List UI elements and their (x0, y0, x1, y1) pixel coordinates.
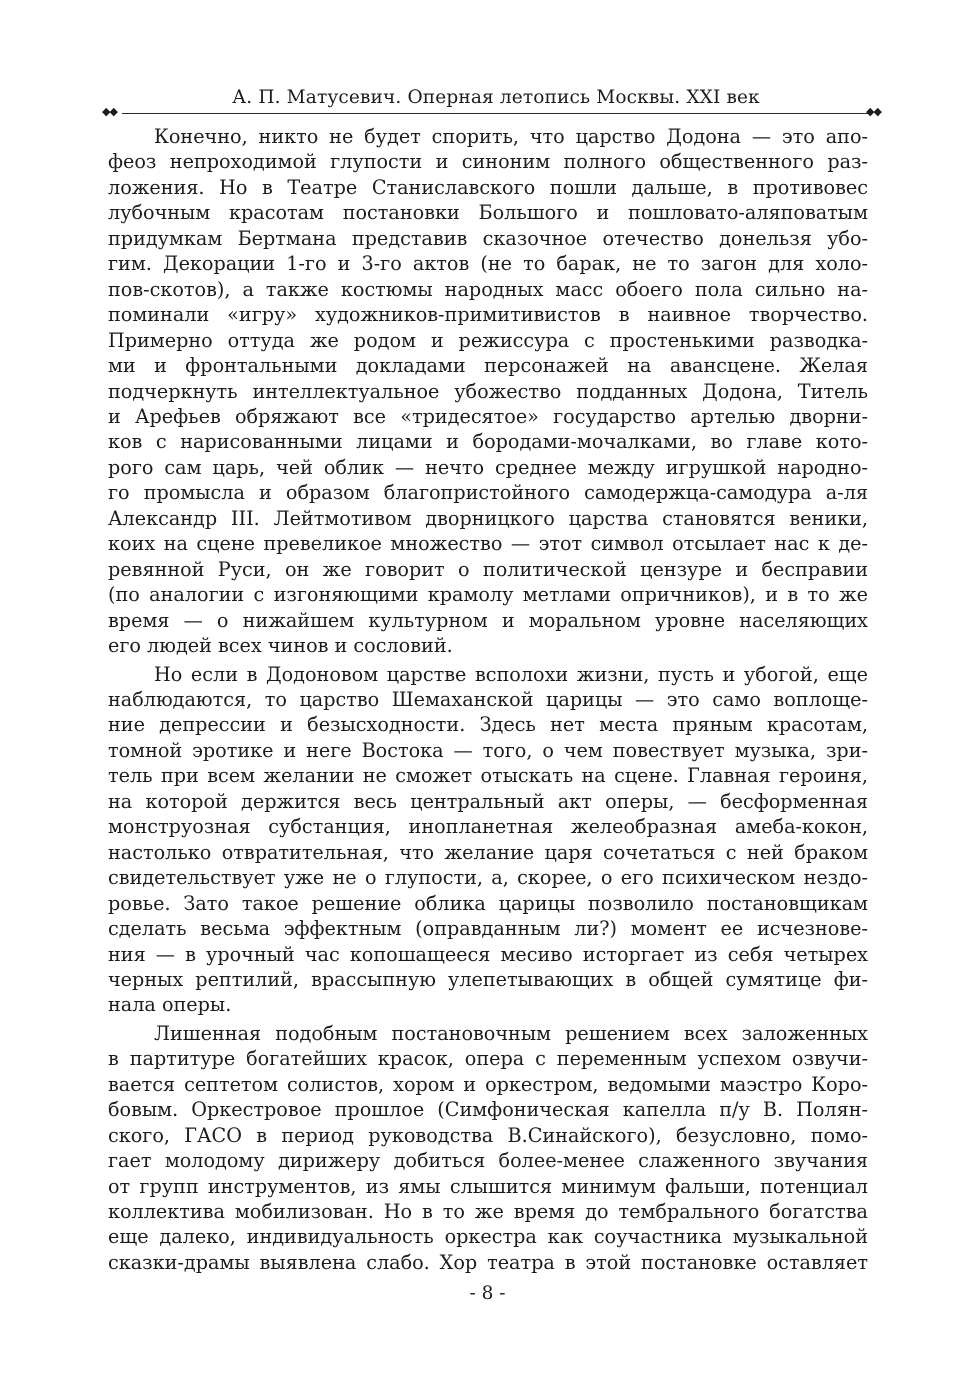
text-line: и Арефьев обряжают все «тридесятое» государство артелью дворни- (108, 404, 868, 428)
text-line: настолько отвратительная, что желание царя сочетаться с ней браком (108, 840, 868, 864)
right-diamond-ornament-icon: ◆◆ (866, 105, 881, 118)
text-line: Конечно, никто не будет спорить, что царство Додона — это апо- (154, 125, 868, 148)
text-line: томной эротике и неге Востока — того, о чем повествует музыка, зри- (108, 738, 868, 762)
text-line: Александр III. Лейтмотивом дворницкого царства становятся веники, (108, 506, 868, 530)
running-header: А. П. Матусевич. Оперная летопись Москвы. XXI век (232, 87, 760, 108)
text-line: коллектива мобилизован. Но в то же время до тембрального богатства (108, 1200, 868, 1224)
text-line: на которой держится весь центральный акт оперы, — бесформенная (108, 789, 868, 813)
text-line: коих на сцене превеликое множество — этот символ отсылает нас к де- (108, 532, 868, 556)
text-line: ского, ГАСО в период руководства В.Синайского), безусловно, помо- (108, 1123, 868, 1147)
text-line: феоз непроходимой глупости и синоним полного общественного раз- (108, 150, 868, 174)
text-line: свидетельствует уже не о глупости, а, скорее, о его психическом нездо- (108, 866, 868, 890)
text-line: от групп инструментов, из ямы слышится минимум фальши, потенциал (108, 1174, 868, 1198)
text-line: поминали «игру» художников-примитивистов в наивное творчество. (108, 303, 868, 327)
text-line: гает молодому дирижеру добиться более-менее слаженного звучания (108, 1149, 868, 1173)
paragraph (108, 662, 868, 1018)
left-diamond-ornament-icon: ◆◆ (102, 105, 117, 118)
paragraph (108, 124, 868, 659)
text-line: ровье. Зато такое решение облика царицы позволило постановщикам (108, 891, 868, 915)
text-line: гим. Декорации 1-го и 3-го актов (не то барак, не то загон для холо- (108, 252, 868, 276)
text-line: ревянной Руси, он же говорит о политической цензуре и бесправии (108, 557, 868, 581)
text-line: вается септетом солистов, хором и оркестром, ведомыми маэстро Коро- (108, 1072, 868, 1096)
text-line: Лишенная подобным постановочным решением всех заложенных (154, 1021, 868, 1045)
text-line: еще далеко, индивидуальность оркестра как соучастника музыкальной (108, 1225, 868, 1249)
page-number: - 8 - (469, 1283, 506, 1304)
text-line: в партитуре богатейших красок, опера с переменным успехом озвучи- (108, 1047, 868, 1071)
text-line: го промысла и образом благопристойного самодержца-самодура а-ля (108, 481, 868, 505)
text-line: лубочным красотам постановки Большого и пошловато-аляповатым (108, 201, 868, 225)
text-line: сказки-драмы выявлена слабо. Хор театра в этой постановке оставляет (108, 1250, 868, 1274)
text-line: Но если в Додоновом царстве всполохи жизни, пусть и убогой, еще (154, 662, 868, 686)
text-line: бовым. Оркестровое прошлое (Симфоническая капелла п/у В. Полян- (108, 1098, 868, 1122)
text-line: его людей всех чинов и сословий. (108, 634, 453, 658)
text-line: черных рептилий, врассыпную улепетывающих в общей сумятице фи- (108, 967, 868, 991)
text-line: ложения. Но в Театре Станиславского пошли дальше, в противовес (108, 175, 868, 199)
body-text (108, 124, 868, 1275)
text-line: ния — в урочный час копошащееся месиво исторгает из себя четырех (108, 942, 868, 966)
paragraph (108, 1021, 868, 1276)
text-line: Примерно оттуда же родом и режиссура с простенькими разводка- (108, 328, 868, 352)
text-line: монструозная субстанция, инопланетная желеобразная амеба-кокон, (108, 815, 868, 839)
text-line: нала оперы. (108, 993, 232, 1017)
text-line: (по аналогии с изгоняющими крамолу метлами опричников), и в то же (108, 583, 868, 607)
text-line: рого сам царь, чей облик — нечто среднее между игрушкой народно- (108, 455, 868, 479)
text-line: подчеркнуть интеллектуальное убожество подданных Додона, Титель (108, 379, 868, 403)
text-line: сделать весьма эффектным (оправданным ли?) момент ее исчезнове- (108, 917, 868, 941)
text-line: время — о нижайшем культурном и моральном уровне населяющих (108, 608, 868, 632)
text-line: наблюдаются, то царство Шемаханской царицы — это само воплоще- (108, 687, 868, 711)
text-line: ние депрессии и безысходности. Здесь нет места пряным красотам, (108, 713, 868, 737)
text-line: ми и фронтальными докладами персонажей на авансцене. Желая (108, 354, 868, 378)
text-line: тель при всем желании не сможет отыскать на сцене. Главная героиня, (108, 764, 868, 788)
text-line: ков с нарисованными лицами и бородами-мочалками, во главе кото- (108, 430, 868, 454)
header-rule (122, 113, 871, 114)
text-line: пов-скотов), а также костюмы народных масс обоего пола сильно на- (108, 277, 868, 301)
text-line: придумкам Бертмана представив сказочное отечество донельзя убо- (108, 226, 868, 250)
